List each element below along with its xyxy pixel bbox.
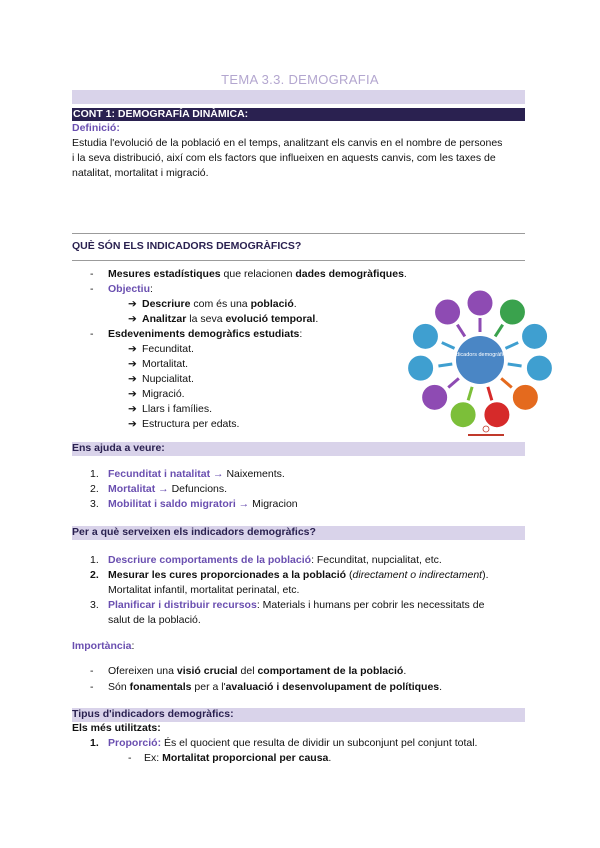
bullet-events (108, 328, 302, 341)
purpose-item-2 (90, 569, 489, 582)
item-value: Naixements. (226, 468, 285, 480)
bullet-dash: - (128, 752, 132, 764)
diagram-node (450, 402, 476, 428)
helps-item (90, 483, 227, 496)
text: Ex: (144, 752, 163, 764)
indicators-diagram (402, 286, 558, 438)
event-item (128, 358, 188, 371)
most-used-subheading: Els més utilitzats: (72, 722, 161, 734)
importance-point-1 (108, 665, 406, 678)
bullet-dash: - (90, 283, 94, 295)
purpose-item-3-line2: salut de la població. (108, 614, 201, 626)
event-item (128, 418, 239, 431)
item-label: Descriure comportaments de la població (108, 554, 312, 566)
bullet-dash: - (90, 665, 94, 677)
diagram-center-label: Indicadors demogràfics (451, 352, 509, 358)
definition-line-1: Estudia l'evolució de la població en el temps, analitzant els canvis en el nombre de persones (72, 137, 503, 149)
diagram-node (408, 355, 434, 381)
bold-text: Mortalitat proporcional per causa (162, 752, 329, 764)
text: : (150, 283, 153, 295)
diagram-node (499, 299, 525, 325)
bold-text: Esdeveniments demogràfics estudiats (108, 328, 300, 340)
diagram-node (422, 384, 448, 410)
item-number: 1. (90, 468, 99, 480)
diagram-center-circle (456, 336, 504, 384)
bold-text: avaluació i desenvolupament de polítiques (225, 681, 440, 693)
text: . (293, 298, 297, 310)
item-label: Mesurar les cures proporcionades a la població (108, 569, 347, 581)
diagram-arrow (488, 387, 492, 400)
event-label: Migració. (142, 388, 185, 400)
item-value: Migracion (252, 498, 298, 510)
bold-text: dades demogràfiques (295, 268, 404, 280)
definition-line-3: natalitat, mortalitat i migració. (72, 167, 209, 179)
diagram-arrow (505, 343, 518, 349)
bold-text: població (250, 298, 294, 310)
diagram-arrow (495, 325, 503, 337)
arrow-icon: ➔ (128, 403, 137, 415)
helps-item (90, 468, 285, 481)
text: . (403, 665, 407, 677)
bold-text: evolució temporal (225, 313, 316, 325)
indicators-heading: QUÈ SÓN ELS INDICADORS DEMOGRÀFICS? (72, 240, 302, 252)
event-label: Fecunditat. (142, 343, 194, 355)
diagram-node (512, 384, 538, 410)
item-label: Mortalitat (108, 483, 156, 495)
text: . (315, 313, 319, 325)
item-text: : Fecunditat, nupcialitat, etc. (311, 554, 442, 566)
text: que relacionen (220, 268, 296, 280)
item-label: Proporció: (108, 737, 162, 749)
bold-text: comportament de la població (257, 665, 404, 677)
diagram-arrow (448, 378, 459, 387)
item-number: 3. (90, 599, 99, 611)
bold-text: Descriure (142, 298, 191, 310)
event-item (128, 343, 194, 356)
item-text: És el quocient que resulta de dividir un subconjunt pel conjunt total. (161, 737, 478, 749)
diagram-arrow (501, 378, 512, 387)
divider-top (72, 233, 525, 234)
event-label: Estructura per edats. (142, 418, 240, 430)
text: ). (482, 569, 489, 581)
bold-text: Analitzar (142, 313, 187, 325)
importance-heading (72, 640, 134, 653)
diagram-arrow (468, 387, 472, 400)
section-header-dynamic-demography: CONT 1: DEMOGRAFÍA DINÀMICA: (72, 108, 525, 121)
document-title: TEMA 3.3. DEMOGRAFIA (221, 72, 379, 87)
bullet-dash: - (90, 268, 94, 280)
sub-bullet-describe (128, 298, 297, 311)
text: ( (346, 569, 353, 581)
divider-bottom (72, 260, 525, 261)
diagram-arrow (442, 343, 455, 349)
event-label: Mortalitat. (142, 358, 189, 370)
diagram-node (522, 323, 548, 349)
diagram-node (412, 323, 438, 349)
definition-line-2: i la seva distribució, així com els factors que influeixen en aquests canvis, com les taxes de (72, 152, 496, 164)
text: . (328, 752, 332, 764)
text: : (299, 328, 303, 340)
item-number: 2. (90, 483, 99, 495)
item-label: Mobilitat i saldo migratori (108, 498, 236, 510)
event-item (128, 388, 185, 401)
importance-label: Importància (72, 640, 132, 652)
event-item (128, 403, 212, 416)
arrow-icon: ➔ (128, 418, 137, 430)
diagram-node (526, 355, 552, 381)
text: per a l' (191, 681, 226, 693)
purpose-item-2-line2: Mortalitat infantil, mortalitat perinatal, etc. (108, 584, 300, 596)
diagram-arrow (438, 364, 452, 366)
item-number: 1. (90, 554, 99, 566)
types-item-1 (90, 737, 477, 750)
text: : (131, 640, 135, 652)
text: . (403, 268, 407, 280)
item-label: Fecunditat i natalitat (108, 468, 211, 480)
helps-see-heading: Ens ajuda a veure: (72, 442, 165, 454)
italic-text: directament o indirectament (352, 569, 483, 581)
text: com és una (190, 298, 251, 310)
item-label: Planificar i distribuir recursos (108, 599, 257, 611)
event-item (128, 373, 194, 386)
arrow-icon: ➔ (128, 358, 137, 370)
example-line (144, 752, 331, 765)
purpose-heading: Per a què serveixen els indicadors demogràfics? (72, 526, 316, 538)
objective-label: Objectiu (108, 283, 151, 295)
diagram-arrow (457, 325, 465, 337)
event-label: Nupcialitat. (142, 373, 194, 385)
bullet-objective (108, 283, 153, 296)
arrow-icon: ➔ (128, 298, 137, 310)
item-value: Defuncions. (171, 483, 228, 495)
purpose-item-3 (90, 599, 484, 612)
text: la seva (186, 313, 226, 325)
item-text: : Materials i humans per cobrir les necessitats de (256, 599, 485, 611)
text: . (439, 681, 443, 693)
diagram-arrow (508, 364, 522, 366)
importance-point-2 (108, 681, 442, 694)
purpose-item-1 (90, 554, 442, 567)
item-arrow: → (155, 483, 172, 495)
bold-text: visió crucial (176, 665, 238, 677)
helps-item (90, 498, 298, 511)
text: Ofereixen una (108, 665, 177, 677)
diagram-node (484, 402, 510, 428)
text: del (237, 665, 258, 677)
item-arrow: → (235, 498, 253, 510)
diagram-node (467, 290, 493, 316)
arrow-icon: ➔ (128, 373, 137, 385)
item-number: 2. (90, 569, 99, 581)
bullet-dash: - (90, 328, 94, 340)
sub-bullet-analyze (128, 313, 318, 326)
item-arrow: → (210, 468, 227, 480)
diagram-node (435, 299, 461, 325)
arrow-icon: ➔ (128, 313, 137, 325)
item-number: 1. (90, 737, 99, 749)
bullet-dash: - (90, 681, 94, 693)
definition-label: Definició: (72, 122, 120, 134)
decorative-band (72, 90, 525, 104)
bullet-statistical-measures (108, 268, 407, 281)
bold-text: fonamentals (129, 681, 192, 693)
arrow-icon: ➔ (128, 388, 137, 400)
bold-text: Mesures estadístiques (108, 268, 221, 280)
types-heading: Tipus d'indicadors demogràfics: (72, 708, 234, 720)
event-label: Llars i famílies. (142, 403, 213, 415)
arrow-icon: ➔ (128, 343, 137, 355)
text: Són (108, 681, 130, 693)
item-number: 3. (90, 498, 99, 510)
